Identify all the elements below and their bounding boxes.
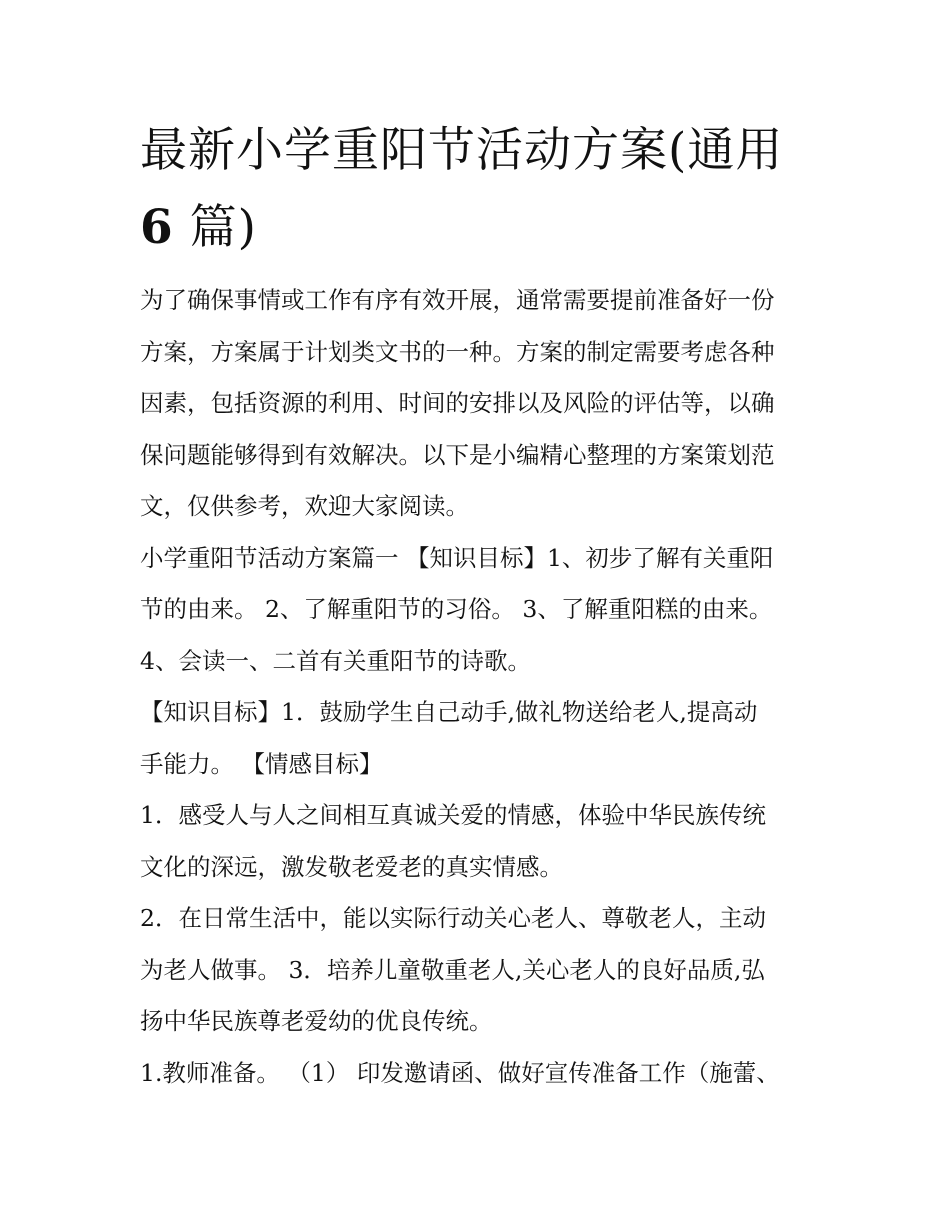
title-line-2 — [140, 189, 812, 266]
paragraph-emotion-goal-2 — [140, 893, 812, 1048]
text-line: 节的由来。 2、了解重阳节的习俗。 3、了解重阳糕的由来。 — [140, 595, 773, 623]
text-line: 1．感受人与人之间相互真诚关爱的情感，体验中华民族传统 — [140, 801, 766, 829]
text-line: 1.教师准备。 （1） 印发邀请函、做好宣传准备工作（施蕾、 — [140, 1058, 780, 1087]
text-line: 4、会读一、二首有关重阳节的诗歌。 — [140, 646, 531, 675]
text-line: 文，仅供参考，欢迎大家阅读。 — [140, 492, 469, 520]
document-body — [140, 112, 812, 1099]
text-line: 为老人做事。 3．培养儿童敬重老人,关心老人的良好品质,弘 — [140, 955, 765, 984]
text-line: 扬中华民族尊老爱幼的优良传统。 — [140, 1007, 493, 1035]
document-title — [140, 112, 812, 266]
text-line: 小学重阳节活动方案篇一 【知识目标】1、初步了解有关重阳 — [140, 543, 774, 572]
title-suffix: 篇) — [189, 200, 257, 255]
text-line: 手能力。 【情感目标】 — [140, 749, 383, 778]
text-line: 保问题能够得到有效解决。以下是小编精心整理的方案策划范 — [140, 440, 775, 469]
text-line: 【知识目标】1．鼓励学生自己动手,做礼物送给老人,提高动 — [140, 698, 758, 726]
text-line: 方案，方案属于计划类文书的一种。方案的制定需要考虑各种 — [140, 337, 775, 366]
paragraph-intro — [140, 275, 812, 533]
text-line: 因素，包括资源的利用、时间的安排以及风险的评估等，以确 — [140, 389, 775, 417]
paragraph-emotion-goal-1 — [140, 790, 812, 893]
title-line-1: 最新小学重阳节活动方案(通用 — [140, 123, 784, 178]
title-number: 6 — [140, 200, 174, 255]
paragraph-knowledge-goals — [140, 533, 812, 688]
text-line: 2．在日常生活中，能以实际行动关心老人、尊敬老人，主动 — [140, 904, 766, 932]
paragraph-skill-goals — [140, 687, 812, 790]
paragraph-teacher-prep — [140, 1048, 812, 1100]
text-line: 为了确保事情或工作有序有效开展，通常需要提前准备好一份 — [140, 286, 775, 314]
text-line: 文化的深远，激发敬老爱老的真实情感。 — [140, 852, 563, 881]
